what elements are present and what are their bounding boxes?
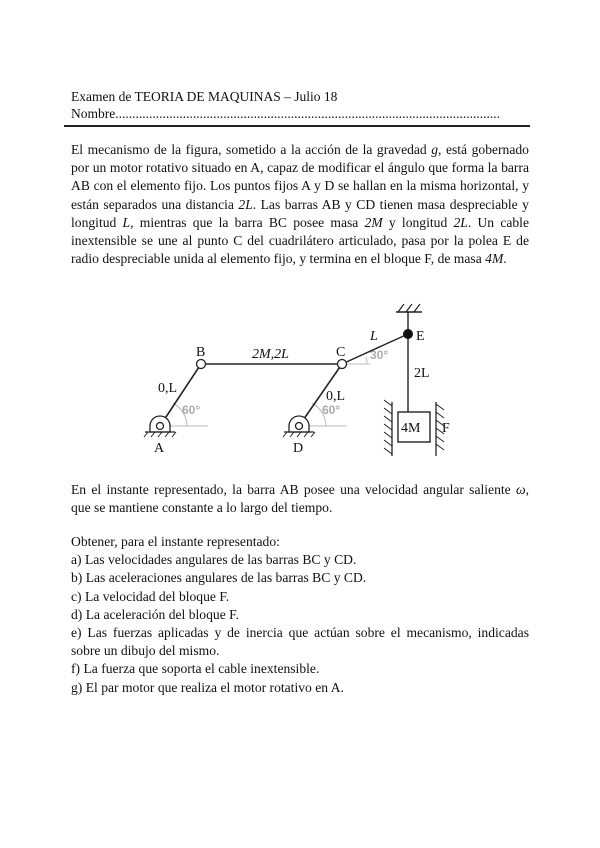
text: , está gobernado por un motor rotativo situado en A, capaz de modificar el ángulo que forma la barra AB con el elemento fijo. Los puntos fijos A y D se hallan en la misma horizontal, y están separados una distancia bbox=[71, 142, 529, 212]
angle-D-label: 60° bbox=[322, 403, 341, 417]
questions-list bbox=[71, 533, 529, 697]
guide-hatch-left bbox=[384, 400, 392, 454]
question-g: g) El par motor que realiza el motor rotativo en A. bbox=[71, 679, 344, 695]
name-field-label: Nombre.................................................................................................................. bbox=[71, 106, 500, 121]
length-symbol: 2L bbox=[453, 214, 468, 230]
text: El mecanismo de la figura, sometido a la acción de la gravedad bbox=[71, 142, 432, 157]
point-F-label: F bbox=[442, 421, 450, 436]
gravity-symbol: g bbox=[431, 142, 439, 157]
text: . Un cable inextensible se une al punto C del cuadrilátero articulado, pasa por la polea E de radio despreciable unida al elemento fijo, y termina en el bloque F, de masa bbox=[71, 214, 529, 267]
mass-symbol: 2M bbox=[364, 214, 383, 230]
bar-AB-label: 0,L bbox=[158, 381, 178, 396]
question-a: a) Las velocidades angulares de las barras BC y CD. bbox=[71, 552, 357, 568]
problem-description bbox=[71, 141, 529, 268]
text: . bbox=[503, 251, 507, 267]
point-D-label: D bbox=[293, 441, 304, 456]
mass-symbol: 4M bbox=[485, 251, 504, 267]
point-E-label: E bbox=[416, 329, 425, 344]
header-divider bbox=[64, 125, 530, 127]
distance-symbol: 2L bbox=[238, 196, 253, 212]
question-b: b) Las aceleraciones angulares de las barras BC y CD. bbox=[71, 570, 367, 586]
point-C-label: C bbox=[336, 345, 346, 360]
question-e: e) Las fuerzas aplicadas y de inercia que actúan sobre el mecanismo, indicadas sobre un dibujo del mismo. bbox=[71, 625, 529, 659]
questions-intro: Obtener, para el instante representado: bbox=[71, 534, 280, 549]
joint-B bbox=[197, 360, 206, 369]
point-A-label: A bbox=[154, 441, 165, 456]
pulley-E bbox=[403, 329, 413, 339]
omega-symbol: ω bbox=[515, 482, 526, 497]
text: En el instante representado, la barra AB posee una velocidad angular saliente bbox=[71, 482, 516, 497]
ground-hatch-E bbox=[398, 304, 420, 312]
bar-BC-label: 2M,2L bbox=[252, 347, 289, 362]
text: y longitud bbox=[382, 214, 454, 230]
point-B-label: B bbox=[196, 345, 206, 360]
angle-A-label: 60° bbox=[182, 403, 201, 417]
text: , que se mantiene constante a lo largo del tiempo. bbox=[71, 482, 529, 516]
length-symbol: L bbox=[122, 214, 131, 230]
question-f: f) La fuerza que soporta el cable inextensible. bbox=[71, 661, 320, 677]
text: . Las barras AB y CD tienen masa despreciable y longitud bbox=[71, 196, 529, 230]
bar-CD-label: 0,L bbox=[326, 389, 346, 404]
cable-CE-label: L bbox=[370, 329, 378, 344]
text: , mientras que la barra BC posee masa bbox=[130, 214, 365, 230]
joint-C bbox=[338, 360, 347, 369]
angle-C-label: 30° bbox=[370, 348, 389, 362]
question-c: c) La velocidad del bloque F. bbox=[71, 588, 230, 604]
pin-support-D bbox=[283, 416, 315, 437]
cable-EF-label: 2L bbox=[414, 366, 430, 381]
block-mass-label: 4M bbox=[401, 421, 421, 436]
exam-title: Examen de TEORIA DE MAQUINAS – Julio 18 bbox=[71, 89, 338, 104]
question-d: d) La aceleración del bloque F. bbox=[71, 606, 240, 622]
motion-statement bbox=[71, 481, 529, 517]
mechanism-figure bbox=[140, 300, 460, 465]
